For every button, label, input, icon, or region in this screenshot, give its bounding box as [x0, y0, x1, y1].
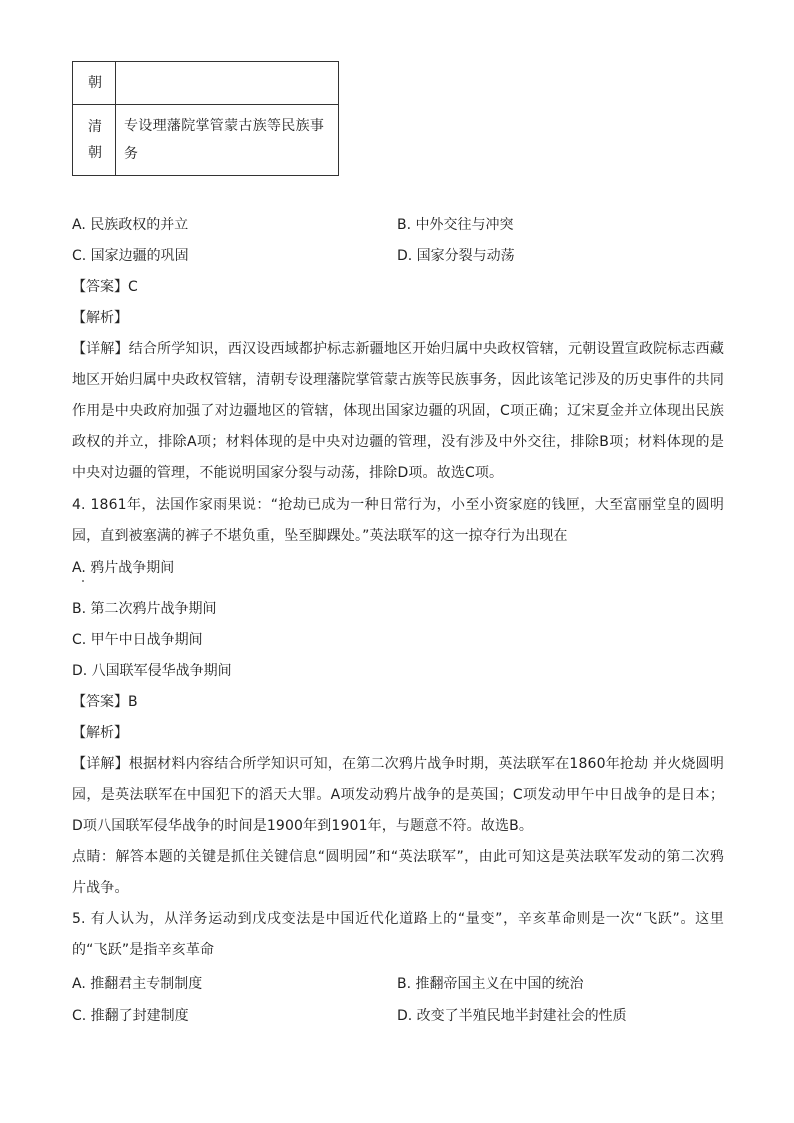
q3-answer: 【答案】C — [72, 279, 138, 295]
q4-option-a: A. 鸦片战争期间 — [72, 560, 175, 576]
table-row — [73, 105, 339, 176]
q5-option-a: A. 推翻君主专制制度 — [72, 976, 203, 992]
cell-text: 专设理藩院掌管蒙古族等民族事务 — [124, 118, 325, 162]
q5-option-c: C. 推翻了封建制度 — [72, 1008, 189, 1024]
q3-option-a: A. 民族政权的并立 — [72, 217, 189, 233]
dynasty-name: 朝 — [88, 75, 102, 91]
q3-analysis-label: 【解析】 — [72, 310, 128, 326]
dynasty-name-char: 朝 — [88, 145, 102, 161]
q4-option-d: D. 八国联军侵华战争期间 — [72, 663, 232, 679]
q3-option-b: B. 中外交往与冲突 — [397, 217, 514, 233]
q3-option-d: D. 国家分裂与动荡 — [397, 248, 515, 264]
dynasty-name-char: 清 — [88, 119, 102, 135]
q5-option-d: D. 改变了半殖民地半封建社会的性质 — [397, 1008, 627, 1024]
table-row — [73, 62, 339, 105]
q4-option-b: B. 第二次鸦片战争期间 — [72, 601, 217, 617]
q3-detail: 【详解】结合所学知识，西汉设西域都护标志新疆地区开始归属中央政权管辖，元朝设置宣政院标志西藏地区开始归属中央政权管辖，清朝专设理藩院掌管蒙古族等民族事务，因此该笔记涉及的历史事件的共同作用是中央政府加强了对边疆地区的管辖，体现出国家边疆的巩固，C项正确；辽宋夏金并立体现出民族政权的并立，排除A项；材料体现的是中央对边疆的管理，没有涉及中外交往，排除B项；材料体现的是中央对边疆的管理，不能说明国家分裂与动荡，排除D项。故选C项。 — [72, 341, 724, 481]
q5-option-b: B. 推翻帝国主义在中国的统治 — [397, 976, 584, 992]
q4-analysis-label: 【解析】 — [72, 725, 128, 741]
table-cell — [116, 105, 339, 176]
q4-stem: 4. 1861年，法国作家雨果说：“抢劫已成为一种日常行为，小至小资家庭的钱匣，大至富丽堂皇的圆明园，直到被塞满的裤子不堪负重，坠至脚踝处。”英法联军的这一掠夺行为出现在 — [72, 497, 724, 544]
q4-option-c: C. 甲午中日战争期间 — [72, 632, 203, 648]
table-cell — [73, 105, 116, 176]
q5-stem: 5. 有人认为，从洋务运动到戊戌变法是中国近代化道路上的“量变”，辛亥革命则是一次“飞跃”。这里的“飞跃”是指辛亥革命 — [72, 911, 724, 958]
q4-answer: 【答案】B — [72, 694, 138, 710]
q4-tip: 点睛：解答本题的关键是抓住关键信息“圆明园”和“英法联军”，由此可知这是英法联军发动的第二次鸦片战争。 — [72, 849, 724, 896]
table-cell — [116, 62, 339, 105]
stray-mark — [82, 580, 84, 582]
q3-option-c: C. 国家边疆的巩固 — [72, 248, 189, 264]
table-cell — [73, 62, 116, 105]
dynasty-table — [72, 61, 339, 176]
q4-detail: 【详解】根据材料内容结合所学知识可知，在第二次鸦片战争时期，英法联军在1860年抢劫 并火烧圆明园，是英法联军在中国犯下的滔天大罪。A项发动鸦片战争的是英国；C项发动甲午中日战争的是日本；D项八国联军侵华战争的时间是1900年到1901年，与题意不符。故选B。 — [72, 756, 724, 834]
